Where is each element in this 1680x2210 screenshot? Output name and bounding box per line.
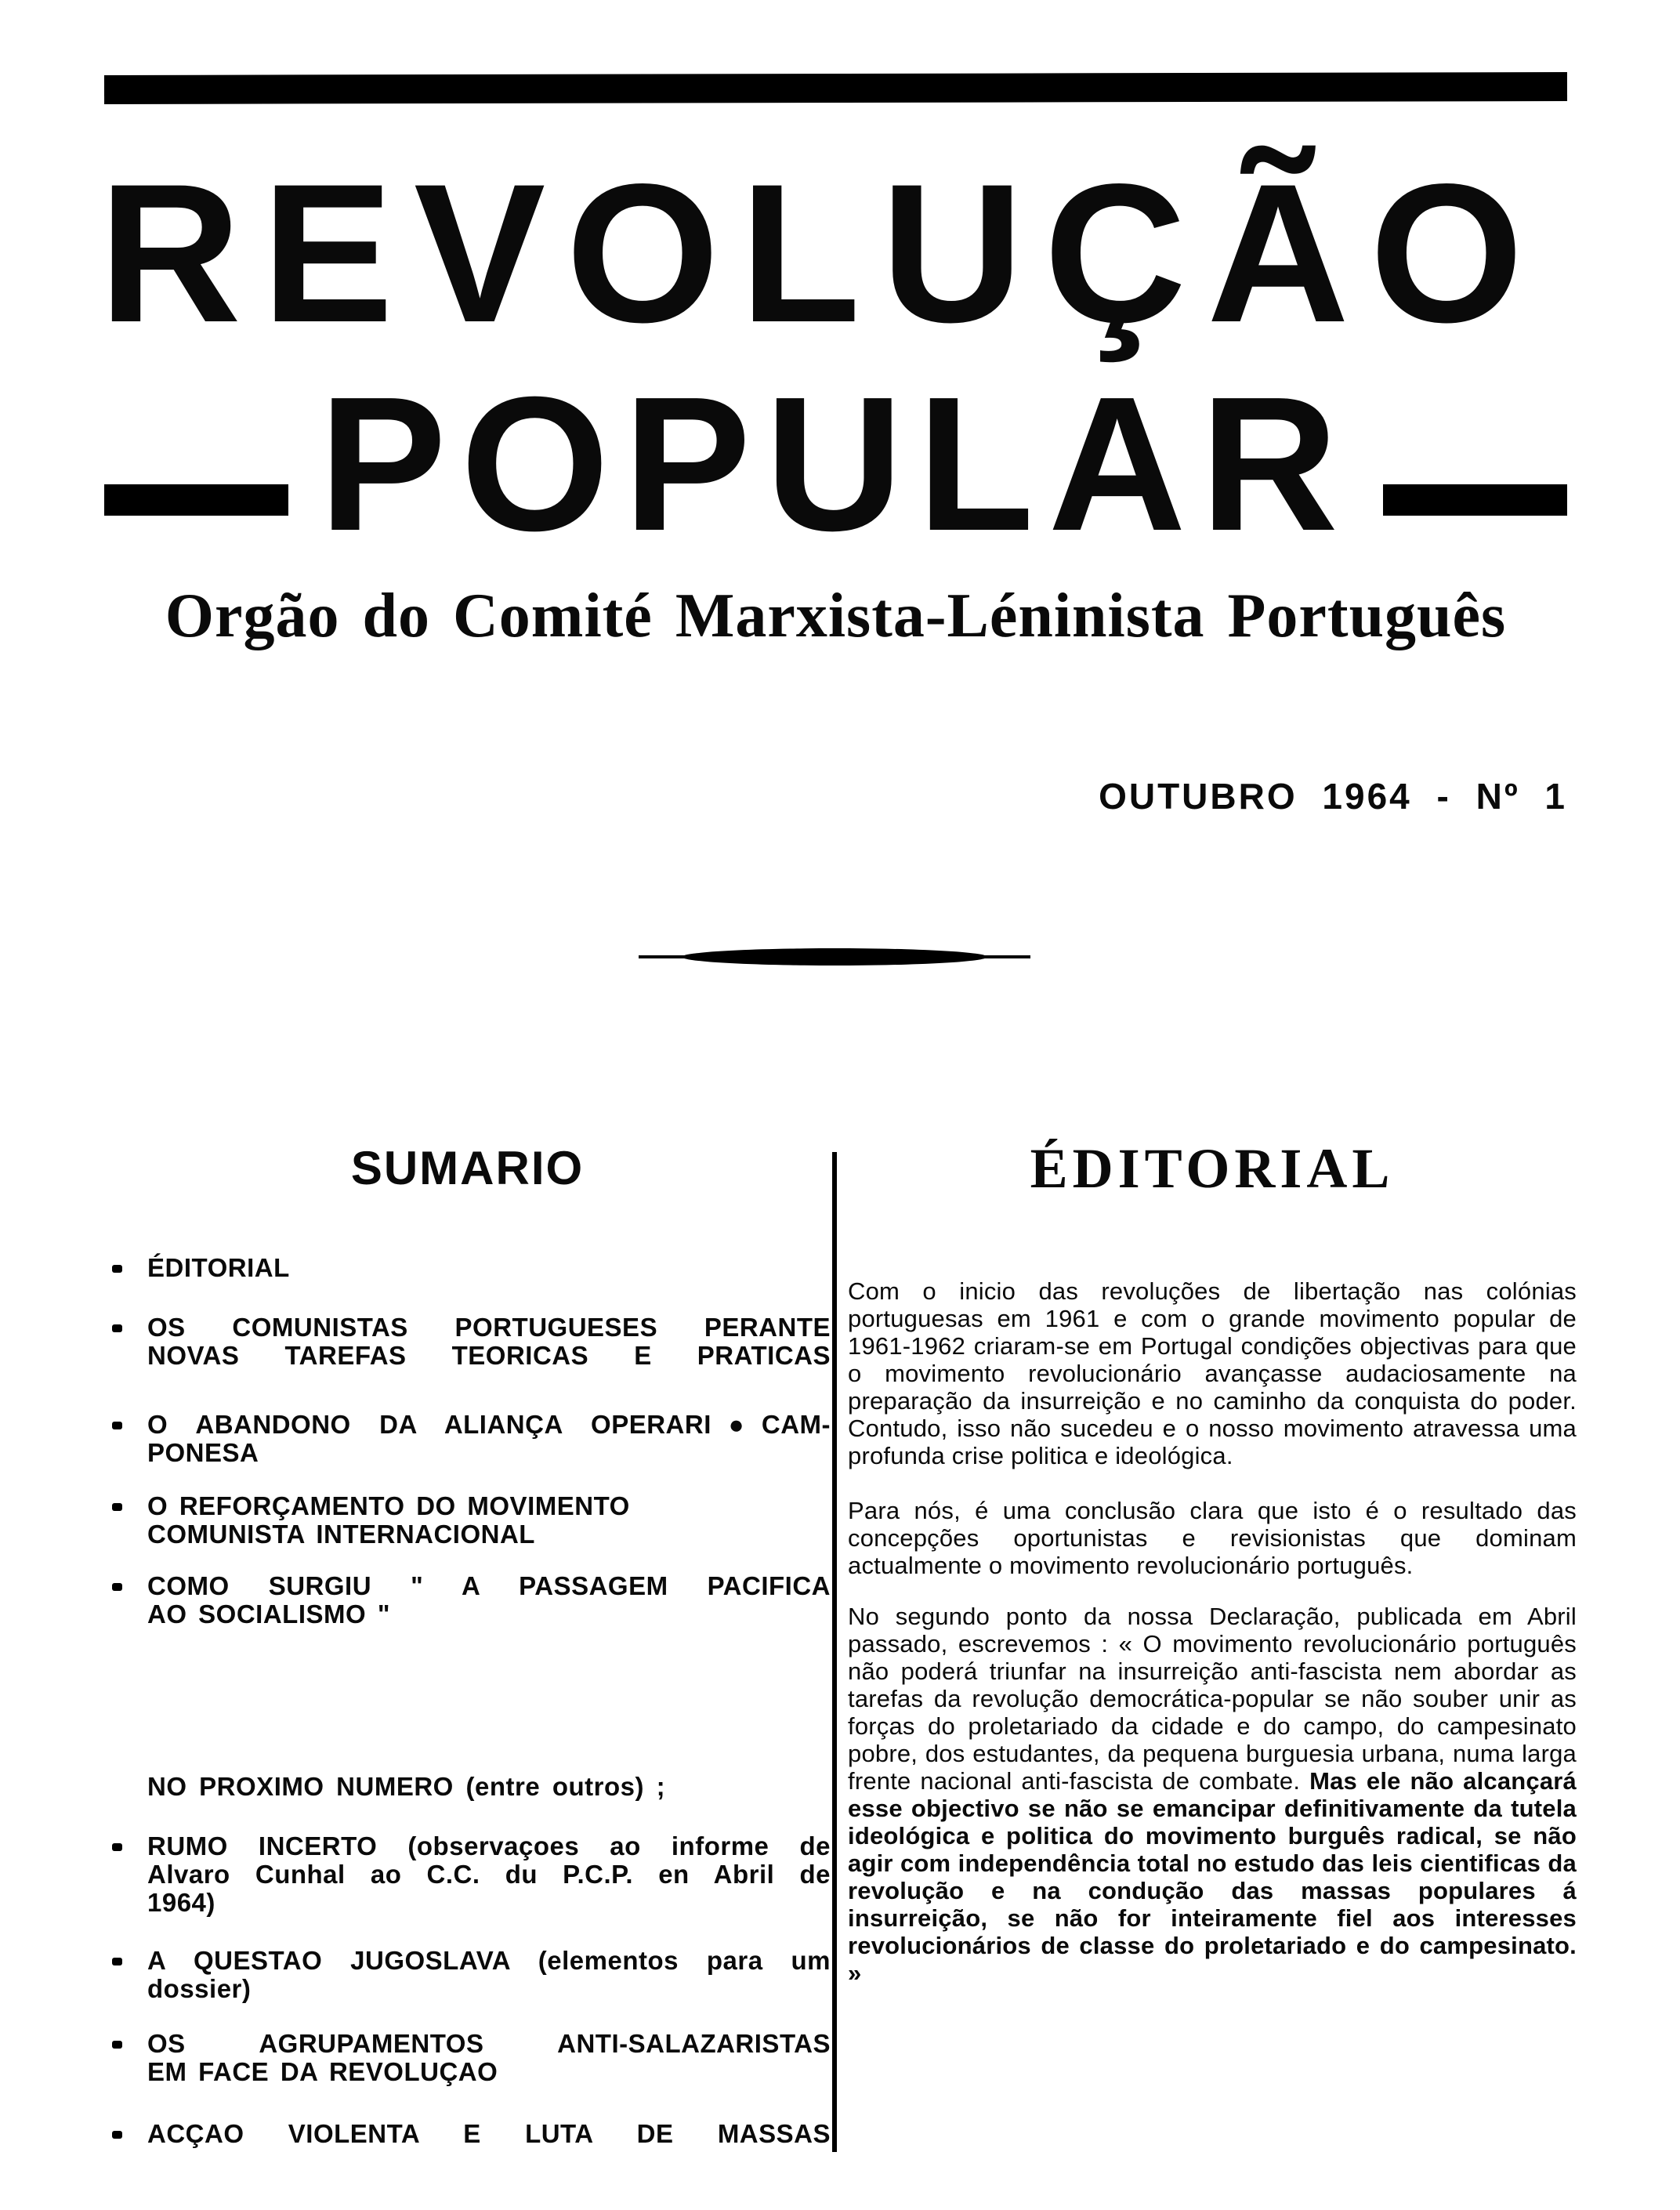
next-issue-item-rumo-incerto [104,1832,831,1917]
next-issue-item-agrupamentos [104,2030,831,2086]
next-issue-heading: NO PROXIMO NUMERO (entre outros) ; [147,1772,666,1801]
ornamental-divider [639,945,1030,969]
masthead-title-row [104,357,1567,571]
masthead-subtitle: Orgão do Comité Marxista-Léninista Português [165,581,1507,650]
bullet-icon [112,1324,122,1332]
sumario-item-line: ÉDITORIAL [147,1253,290,1282]
sumario-item-abandono [104,1411,831,1467]
sumario-item-line: COMUNISTA INTERNACIONAL [147,1520,535,1549]
masthead-dash-left [104,484,288,516]
editorial-paragraph-1: Com o inicio das revoluções de libertação nas colónias portuguesas em 1961 e com o grande movimento popular de 1961-1962 criaram-se em Portugal condições objectivas para que o movimento revolucionário avançasse audaciosamente na preparação da insurreição e no caminho da conquista do poder. Contudo, isso não sucedeu e o nosso movimento atravessa uma profunda crise politica e ideológica. [848,1277,1577,1469]
sumario-item-line: NOVAS TAREFAS TEORICAS E PRATICAS [147,1341,831,1370]
sumario-item-como-surgiu [104,1572,831,1629]
sumario-item-line: AO SOCIALISMO " [147,1600,390,1629]
editorial-column [848,1137,1577,1987]
sumario-item-line: PONESA [147,1438,259,1467]
bullet-icon [112,2131,122,2139]
issue-date-number: OUTUBRO 1964 - Nº 1 [1099,776,1567,817]
column-divider-rule [832,1152,837,2152]
bullet-icon [112,1583,122,1591]
next-issue-item-line: A QUESTAO JUGOSLAVA (elementos para um [147,1946,831,1975]
next-issue-item-line: RUMO INCERTO (observaçoes ao informe de [147,1831,831,1860]
next-issue-item-line: 1964) [147,1888,215,1917]
next-issue-item-line: Alvaro Cunhal ao C.C. du P.C.P. en Abril de [147,1860,831,1889]
bullet-icon [112,1265,122,1273]
sumario-item-line: COMO SURGIU " A PASSAGEM PACIFICA [147,1571,831,1600]
bullet-icon [112,1843,122,1851]
sumario-item-editorial [104,1254,831,1282]
next-issue-item-accao-violenta [104,2120,831,2148]
sumario-item-reforcamento [104,1492,831,1549]
next-issue-item-line: ACÇAO VIOLENTA E LUTA DE MASSAS [147,2119,831,2148]
editorial-paragraph-3-bold: Mas ele não alcançará esse objectivo se não se emancipar definitivamente da tutela ideológica e politica do movimento burguês radical, se não agir com independência total no estudo das leis cientificas da revolução e na condução das massas populares á insurreição, se não for inteiramente fiel aos interesses revolucionários de classe do proletariado e do campesinato. » [848,1767,1577,1987]
next-issue-item-line: dossier) [147,1974,252,2003]
editorial-paragraph-3 [848,1603,1577,1987]
next-issue-item-questao-jugoslava [104,1947,831,2003]
masthead-dash-right [1383,484,1567,516]
next-issue-item-line: EM FACE DA REVOLUÇAO [147,2057,498,2086]
editorial-paragraph-3-normal: No segundo ponto da nossa Declaração, publicada em Abril passado, escrevemos : « O movimento revolucionário português não poderá triunfar na insurreição anti-fascista nem abordar as tarefas da revolução democrática-popular se não souber unir as forças do proletariado da cidade e do campo, do campesinato pobre, dos estudantes, da pequena burguesia urbana, numa larga frente nacional anti-fascista de combate. [848,1603,1577,1795]
next-issue-item-line: OS AGRUPAMENTOS ANTI-SALAZARISTAS [147,2029,831,2058]
sumario-item-line: O REFORÇAMENTO DO MOVIMENTO [147,1491,630,1520]
sumario-heading: SUMARIO [350,1142,585,1194]
sumario-item-line: O ABANDONO DA ALIANÇA OPERARI●CAM- [147,1410,831,1439]
sumario-column [104,1140,831,2148]
bullet-icon [112,1422,122,1429]
editorial-heading: ÉDITORIAL [1030,1137,1395,1200]
masthead-title-line1: REVOLUÇÃO [99,143,1544,364]
sumario-item-comunistas [104,1313,831,1370]
masthead-top-rule [104,72,1567,104]
editorial-paragraph-2: Para nós, é uma conclusão clara que isto é o resultado das concepções oportunistas e revisionistas que dominam actualmente o movimento revolucionário português. [848,1497,1577,1579]
masthead-title-line2: POPULAR [319,357,1352,571]
bullet-icon [112,1503,122,1511]
bullet-icon [112,1958,122,1965]
bullet-icon [112,2041,122,2049]
sumario-item-line: OS COMUNISTAS PORTUGUESES PERANTE [147,1313,831,1342]
